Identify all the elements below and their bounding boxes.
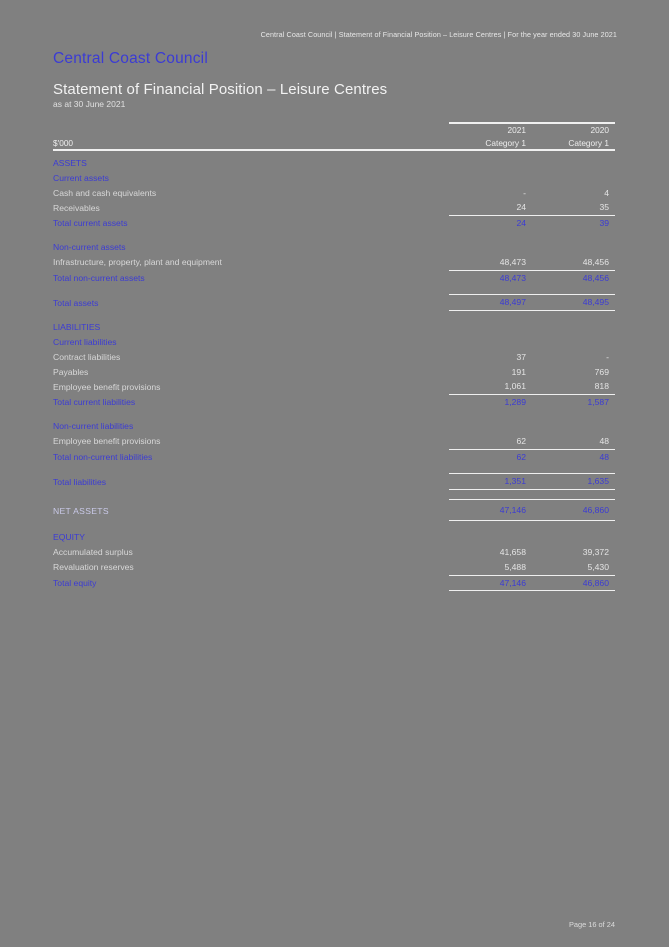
value-2021 (449, 156, 532, 171)
value-2020: 1,587 (532, 395, 615, 410)
value-2020: 46,860 (532, 575, 615, 591)
value-2021: 48,473 (499, 256, 526, 267)
table-spacer (53, 285, 615, 295)
line-item-row (53, 545, 615, 560)
section-heading-row (53, 156, 615, 171)
value-2021: 47,146 (449, 575, 532, 591)
subsection-heading-row (53, 419, 615, 434)
row-label: Payables (53, 366, 89, 377)
row-label: Revaluation reserves (53, 562, 134, 573)
row-label: Total non-current assets (53, 272, 145, 283)
table-spacer (53, 464, 615, 474)
line-item-row (53, 350, 615, 365)
table-spacer (53, 490, 615, 500)
table-category-row (53, 137, 615, 150)
column-header-category: Category 1 (568, 137, 609, 148)
value-2020: 48,495 (532, 295, 615, 311)
value-2021: 62 (449, 449, 532, 464)
value-2020 (532, 171, 615, 186)
row-label: ASSETS (53, 158, 87, 168)
value-2020: 48,456 (532, 270, 615, 285)
value-2021: 1,351 (449, 474, 532, 490)
value-2020: 1,635 (532, 474, 615, 490)
value-2021 (449, 320, 532, 335)
value-2021: 41,658 (499, 546, 526, 557)
subsection-heading-row (53, 171, 615, 186)
row-label: Current liabilities (53, 336, 117, 347)
line-item-row (53, 365, 615, 380)
row-label: Total liabilities (53, 476, 107, 487)
value-2021: 191 (511, 366, 526, 377)
table-spacer (53, 311, 615, 321)
row-label: Employee benefit provisions (53, 381, 161, 392)
line-item-row (53, 560, 615, 575)
row-label: Total equity (53, 578, 97, 589)
value-2021: 37 (516, 351, 526, 362)
value-2021 (449, 530, 532, 545)
total-equity-row (53, 575, 615, 591)
page-number: Page 16 of 24 (568, 920, 615, 929)
value-2020: 48 (599, 435, 609, 446)
value-2021 (449, 240, 532, 255)
value-2020: 48,456 (582, 256, 609, 267)
row-label: Current assets (53, 172, 109, 183)
value-2020: 35 (599, 202, 609, 213)
page-title: Statement of Financial Position – Leisure Centres (53, 81, 388, 98)
row-label: Employee benefit provisions (53, 436, 161, 447)
value-2020 (532, 156, 615, 171)
column-header-year: 2021 (507, 125, 526, 135)
row-label: Contract liabilities (53, 351, 121, 362)
row-label: Total current liabilities (53, 397, 136, 408)
value-2021 (449, 419, 532, 434)
line-item-row (53, 434, 615, 449)
row-label: Total assets (53, 297, 99, 308)
row-label: Non-current liabilities (53, 420, 134, 431)
value-2021: 47,146 (449, 500, 532, 521)
value-2021: 24 (449, 216, 532, 231)
row-label: Accumulated surplus (53, 546, 133, 557)
column-header-year: 2020 (590, 125, 609, 135)
value-2020: 39,372 (582, 546, 609, 557)
value-2021: - (523, 187, 526, 198)
row-label: Cash and cash equivalents (53, 187, 157, 198)
line-item-row (53, 186, 615, 201)
line-item-row (53, 200, 615, 215)
row-label: NET ASSETS (53, 505, 109, 516)
value-2020: - (606, 351, 609, 362)
row-label: EQUITY (53, 532, 85, 543)
value-2021: 1,289 (449, 395, 532, 410)
value-2020 (532, 320, 615, 335)
table-spacer (53, 231, 615, 240)
unit-label: $'000 (53, 137, 74, 148)
section-heading-row (53, 320, 615, 335)
subtotal-row (53, 395, 615, 410)
subtotal-row (53, 216, 615, 231)
row-label: Total non-current liabilities (53, 451, 153, 462)
column-header-category: Category 1 (485, 137, 526, 148)
value-2020 (532, 240, 615, 255)
row-label: Total current assets (53, 218, 128, 229)
row-label: LIABILITIES (53, 322, 101, 333)
organisation-name: Central Coast Council (53, 50, 208, 67)
value-2020: 5,430 (587, 561, 609, 572)
financial-position-table (53, 122, 615, 591)
value-2020: 818 (594, 381, 609, 392)
subsection-heading-row (53, 335, 615, 350)
value-2021: 1,061 (504, 381, 526, 392)
page-subtitle: as at 30 June 2021 (53, 99, 126, 109)
value-2021 (449, 171, 532, 186)
row-label: Receivables (53, 202, 100, 213)
total-row (53, 474, 615, 490)
value-2021: 5,488 (504, 561, 526, 572)
net-assets-row (53, 500, 615, 521)
value-2021: 62 (516, 435, 526, 446)
row-label: Infrastructure, property, plant and equipment (53, 257, 222, 268)
value-2020 (532, 419, 615, 434)
line-item-row (53, 379, 615, 394)
value-2021 (449, 335, 532, 350)
value-2020: 48 (532, 449, 615, 464)
value-2020: 46,860 (532, 500, 615, 521)
value-2021: 24 (516, 202, 526, 213)
value-2021: 48,497 (449, 295, 532, 311)
running-header: Central Coast Council | Statement of Financial Position – Leisure Centres | For the year ended 30 June 2021 (260, 30, 617, 39)
table-spacer (53, 410, 615, 419)
value-2021: 48,473 (449, 270, 532, 285)
header-blank (53, 124, 449, 137)
value-2020 (532, 530, 615, 545)
table-spacer (53, 521, 615, 531)
subsection-heading-row (53, 240, 615, 255)
subtotal-row (53, 270, 615, 285)
table-year-row (53, 124, 615, 137)
total-row (53, 295, 615, 311)
line-item-row (53, 255, 615, 270)
section-heading-row (53, 530, 615, 545)
value-2020: 769 (594, 366, 609, 377)
value-2020: 4 (604, 187, 609, 198)
value-2020: 39 (532, 216, 615, 231)
subtotal-row (53, 449, 615, 464)
value-2020 (532, 335, 615, 350)
row-label: Non-current assets (53, 241, 126, 252)
